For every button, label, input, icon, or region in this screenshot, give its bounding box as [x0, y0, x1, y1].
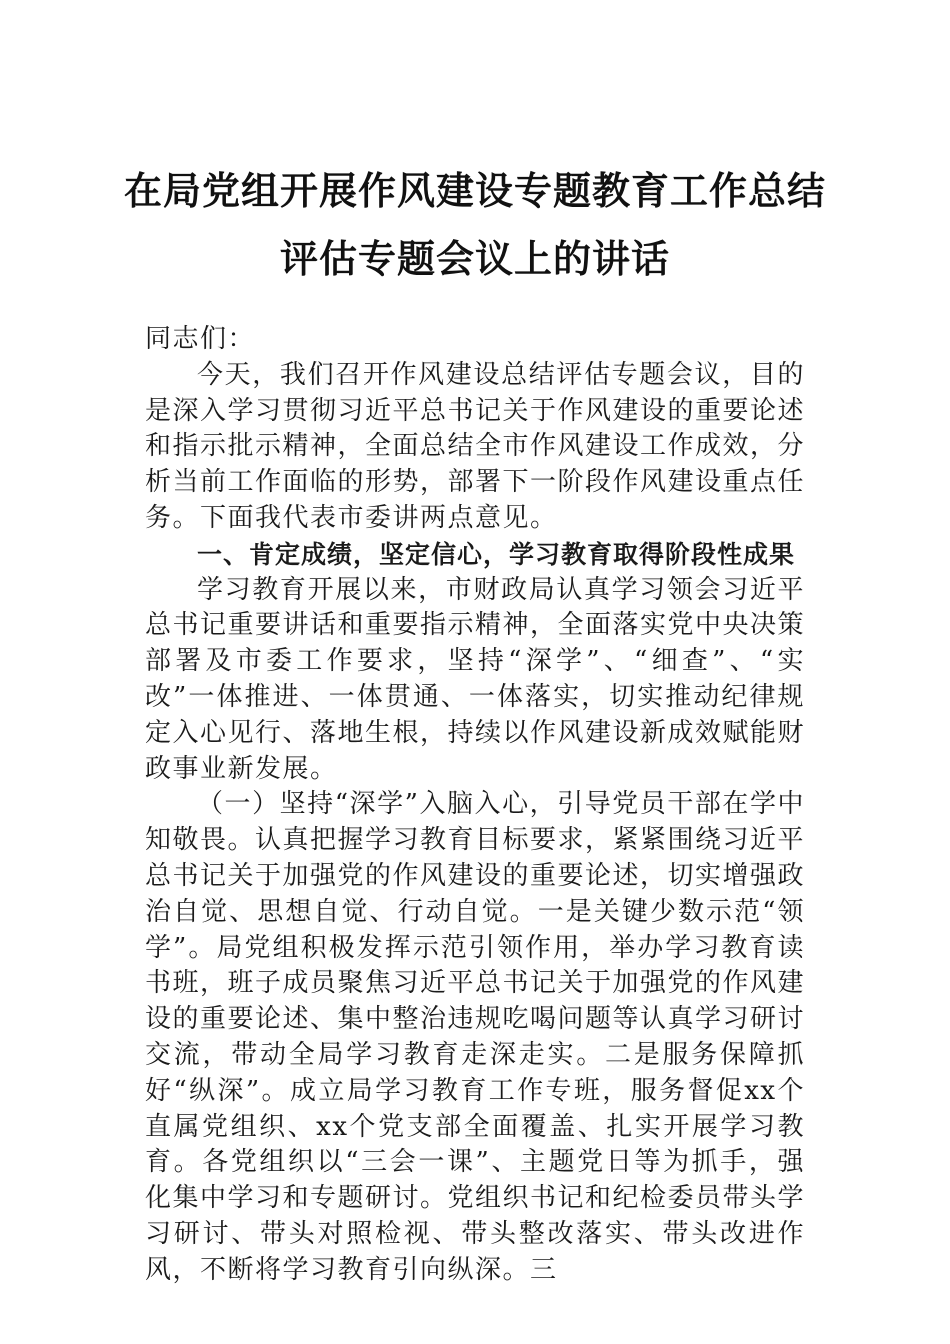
- paragraph-subsection-1: （一）坚持“深学”入脑入心，引导党员干部在学中知敬畏。认真把握学习教育目标要求，紧紧围绕习近平总书记关于加强党的作风建设的重要论述，切实增强政治自觉、思想自觉、行动自觉。一是关键少数示范“领学”。局党组积极发挥示范引领作用，举办学习教育读书班，班子成员聚焦习近平总书记关于加强党的作风建设的重要论述、集中整治违规吃喝问题等认真学习研讨交流，带动全局学习教育走深走实。二是服务保障抓好“纵深”。成立局学习教育工作专班，服务督促xx个直属党组织、xx个党支部全面覆盖、扎实开展学习教育。各党组织以“三会一课”、主题党日等为抓手，强化集中学习和专题研讨。党组织书记和纪检委员带头学习研讨、带头对照检视、带头整改落实、带头改进作风，不断将学习教育引向纵深。三: [145, 789, 806, 1285]
- document-body: [145, 322, 805, 1289]
- salutation: 同志们：: [145, 324, 256, 354]
- section-heading-1: 一、肯定成绩，坚定信心，学习教育取得阶段性成果: [197, 539, 796, 569]
- document-title-line-1: 在局党组开展作风建设专题教育工作总结: [123, 168, 826, 213]
- paragraph-section-1-overview: 学习教育开展以来，市财政局认真学习领会习近平总书记重要讲话和重要指示精神，全面落实党中央决策部署及市委工作要求，坚持“深学”、“细查”、“实改”一体推进、一体贯通、一体落实，切实推动纪律规定入心见行、落地生根，持续以作风建设新成效赋能财政事业新发展。: [145, 574, 806, 784]
- document-title-line-2: 评估专题会议上的讲话: [279, 236, 670, 281]
- paragraph-intro: 今天，我们召开作风建设总结评估专题会议，目的是深入学习贯彻习近平总书记关于作风建设的重要论述和指示批示精神，全面总结全市作风建设工作成效，分析当前工作面临的形势，部署下一阶段作风建设重点任务。下面我代表市委讲两点意见。: [145, 359, 806, 533]
